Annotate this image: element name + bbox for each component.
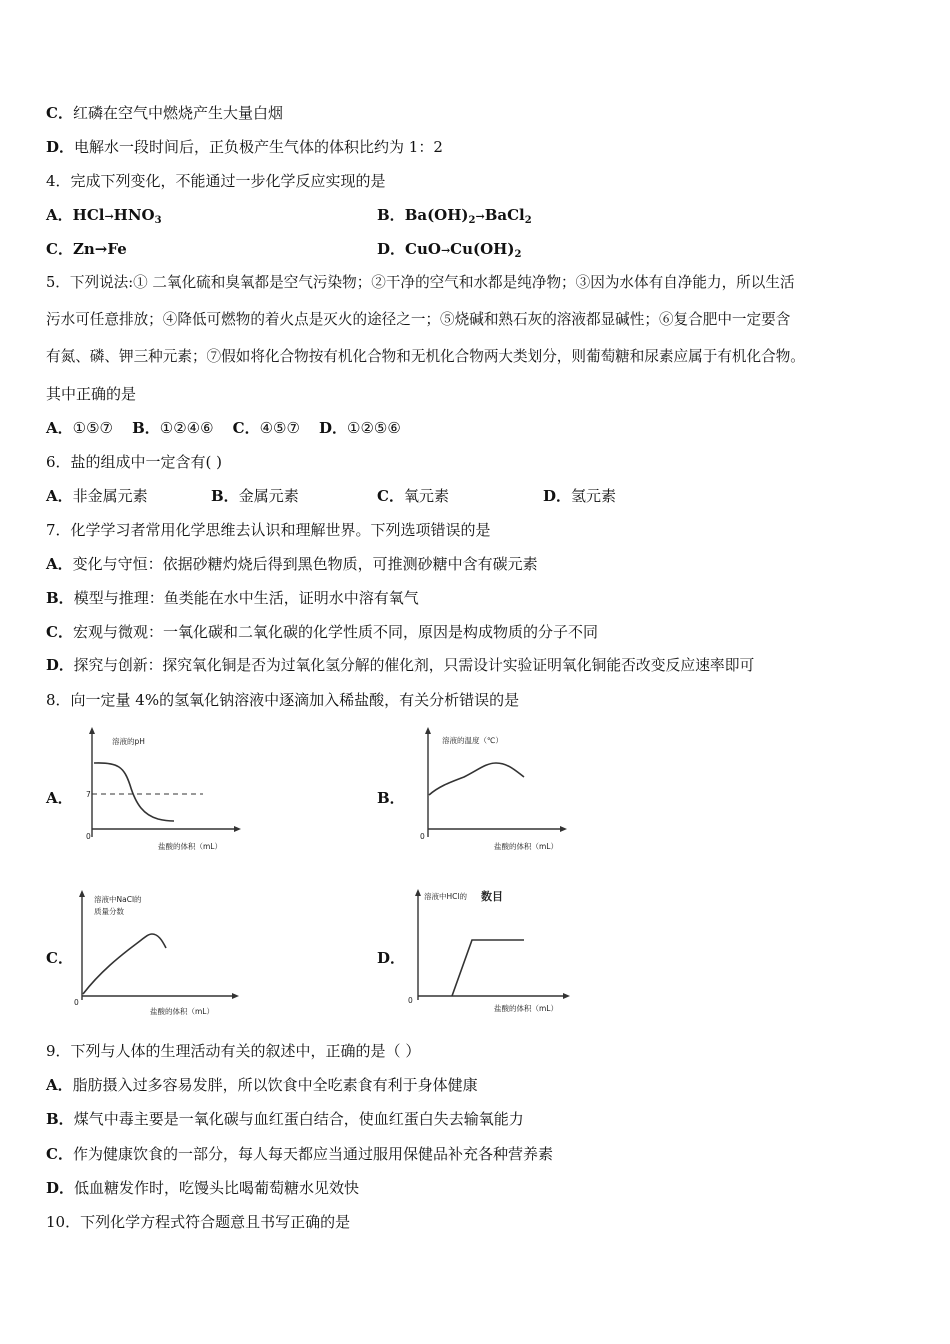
graph-d-xlabel: 盐酸的体积（mL） — [494, 1004, 558, 1013]
q4-option-d: D．$CuO\to Cu(OH)_2$ — [377, 240, 522, 260]
q9-option-c: C．作为健康饮食的一部分，每人每天都应当通过服用保健品补充各种营养素 — [46, 1145, 553, 1163]
q5-stem-line-3: 有氮、磷、钾三种元素；⑦假如将化合物按有机化合物和无机化合物两大类划分，则葡萄糖和尿素应属于有机化合物。 — [46, 348, 805, 365]
q8-option-a-label: A． — [46, 789, 73, 807]
graph-a-origin: 0 — [86, 832, 91, 841]
q7-option-a: A．变化与守恒：依据砂糖灼烧后得到黑色物质，可推测砂糖中含有碳元素 — [46, 555, 538, 573]
graph-b-ylabel: 溶液的温度（℃） — [442, 736, 503, 745]
graph-a-ylabel: 溶液的pH — [112, 737, 145, 746]
q8-graph-c — [66, 888, 246, 1018]
q7-stem: 7．化学学习者常用化学思维去认识和理解世界。下列选项错误的是 — [46, 521, 491, 539]
q4-stem: 4．完成下列变化，不能通过一步化学反应实现的是 — [46, 172, 386, 190]
graph-b-curve — [429, 763, 524, 795]
graph-a-xlabel: 盐酸的体积（mL） — [158, 842, 222, 851]
graph-a-curve — [94, 763, 174, 821]
graph-c-curve — [83, 934, 166, 994]
graph-c-xlabel: 盐酸的体积（mL） — [150, 1007, 214, 1016]
option-label: D． — [46, 138, 75, 156]
q7-option-b: B．模型与推理：鱼类能在水中生活，证明水中溶有氧气 — [46, 589, 419, 607]
option-text: 电解水一段时间后，正负极产生气体的体积比约为 1：2 — [74, 138, 443, 156]
q8-graph-b — [414, 725, 574, 855]
q5-stem-line-1: 5．下列说法:① 二氧化硫和臭氧都是空气污染物；②干净的空气和水都是纯净物；③因为水体有自净能力，所以生活 — [46, 274, 795, 291]
q9-option-a: A．脂肪摄入过多容易发胖，所以饮食中全吃素食有利于身体健康 — [46, 1076, 478, 1094]
q4-option-a: A．$HCl\to HNO_3$ — [46, 206, 162, 226]
q6-option-a: A．非金属元素 — [46, 487, 148, 505]
q9-option-d: D．低血糖发作时，吃馒头比喝葡萄糖水见效快 — [46, 1179, 360, 1197]
option-text: 红磷在空气中燃烧产生大量白烟 — [72, 104, 283, 122]
q9-option-b: B．煤气中毒主要是一氧化碳与血红蛋白结合，使血红蛋白失去输氧能力 — [46, 1110, 524, 1128]
graph-b-xlabel: 盐酸的体积（mL） — [494, 842, 558, 851]
q5-stem-line-4: 其中正确的是 — [46, 385, 137, 403]
graph-a-tick-7: 7 — [86, 790, 91, 799]
q8-option-d-label: D． — [377, 949, 406, 967]
graph-c-ylabel-2: 质量分数 — [94, 907, 124, 916]
q8-stem: 8．向一定量 4%的氢氧化钠溶液中逐滴加入稀盐酸，有关分析错误的是 — [46, 691, 520, 709]
graph-c-origin: 0 — [74, 998, 79, 1007]
option-label: C． — [46, 104, 73, 122]
q4-option-c: C．Zn→Fe — [46, 240, 127, 258]
graph-d-curve — [452, 940, 524, 996]
q6-option-d: D．氢元素 — [543, 487, 617, 505]
q6-stem: 6．盐的组成中一定含有( ) — [46, 453, 223, 471]
graph-d-ylabel-big: 数目 — [481, 890, 503, 903]
q8-graph-d — [402, 883, 582, 1018]
q4-option-b: B．$Ba(OH)_2\to BaCl_2$ — [377, 206, 532, 226]
q9-stem: 9．下列与人体的生理活动有关的叙述中，正确的是（ ） — [46, 1042, 421, 1060]
q5-options: A．①⑤⑦ B．①②④⑥ C．④⑤⑦ D．①②⑤⑥ — [46, 419, 401, 437]
graph-d-ylabel: 溶液中HCl的 — [424, 892, 467, 901]
q6-option-b: B．金属元素 — [211, 487, 299, 505]
q7-option-d: D．探究与创新：探究氧化铜是否为过氧化氢分解的催化剂，只需设计实验证明氧化铜能否改变反应速率即可 — [46, 657, 755, 674]
graph-b-origin: 0 — [420, 832, 425, 841]
q3-option-d — [46, 137, 443, 157]
q10-stem: 10．下列化学方程式符合题意且书写正确的是 — [46, 1213, 351, 1231]
graph-d-origin: 0 — [408, 996, 413, 1005]
q6-option-c: C．氧元素 — [377, 487, 449, 505]
q5-stem-line-2: 污水可任意排放；④降低可燃物的着火点是灭火的途径之一；⑤烧碱和熟石灰的溶液都显碱性；⑥复合肥中一定要含 — [46, 311, 791, 328]
q7-option-c: C．宏观与微观：一氧化碳和二氧化碳的化学性质不同，原因是构成物质的分子不同 — [46, 623, 598, 641]
q8-graph-a — [78, 725, 248, 855]
q8-option-c-label: C． — [46, 949, 73, 967]
graph-c-ylabel-1: 溶液中NaCl的 — [94, 895, 142, 904]
q8-option-b-label: B． — [377, 789, 405, 807]
q3-option-c — [46, 103, 283, 123]
